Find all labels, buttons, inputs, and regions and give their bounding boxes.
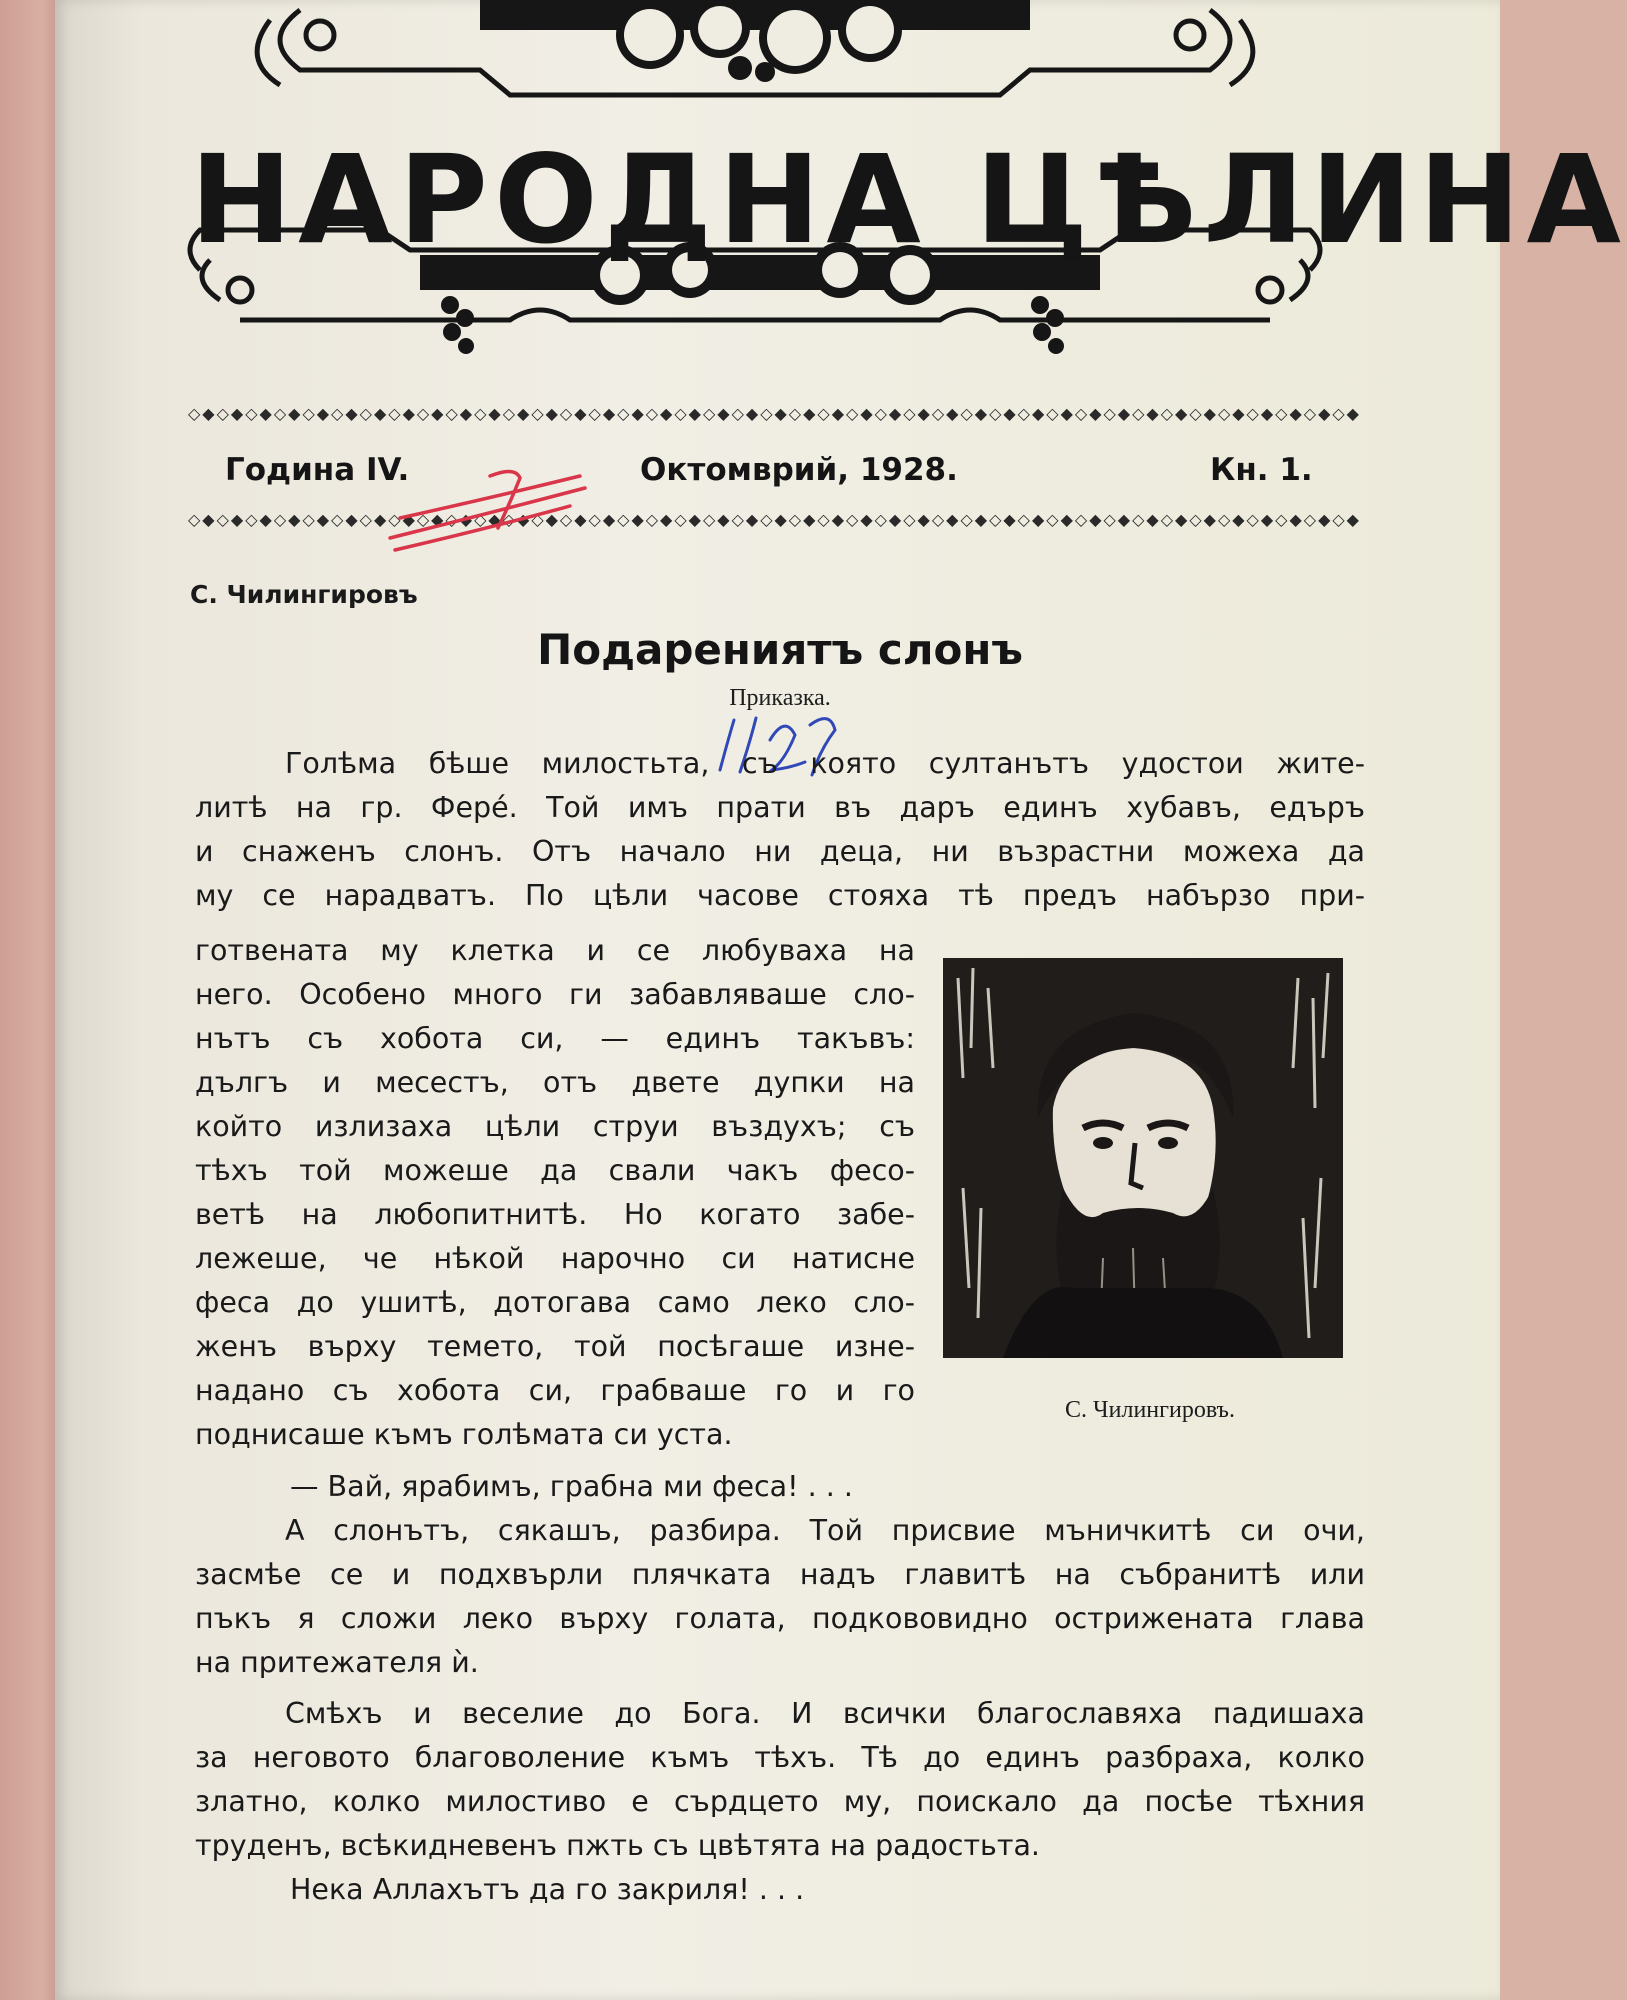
text-line: А слонътъ, сякашъ, разбира. Той присвие мъничкитѣ си очи, xyxy=(285,1514,1365,1547)
text-line: надано съ хобота си, грабваше го и го xyxy=(195,1374,915,1407)
text-line: му се нарадватъ. По цѣли часове стояха тѣ предъ набързо при- xyxy=(195,879,1365,912)
issue-date: Октомврий, 1928. xyxy=(640,452,958,488)
text-line: който излизаха цѣли струи въздухъ; съ xyxy=(195,1110,915,1143)
text-line: за неговото благоволение къмъ тѣхъ. Тѣ до единъ разбраха, колко xyxy=(195,1741,1365,1774)
text-line: труденъ, всѣкидневенъ пжть съ цвѣтята на радостьта. xyxy=(195,1829,1040,1862)
ornament-divider-bottom: ◇◆◇◆◇◆◇◆◇◆◇◆◇◆◇◆◇◆◇◆◇◆◇◆◇◆◇◆◇◆◇◆◇◆◇◆◇◆◇◆◇◆◇◆◇◆◇◆◇◆◇◆◇◆◇◆◇◆◇◆◇◆◇◆◇◆◇◆◇◆◇◆◇◆◇◆◇◆◇◆◇◆ xyxy=(188,510,1361,529)
article-subtitle: Приказка. xyxy=(729,685,831,711)
text-line: ветѣ на любопитнитѣ. Но когато забе- xyxy=(195,1198,915,1231)
text-line: лежеше, че нѣкой нарочно си натисне xyxy=(195,1242,915,1275)
issue-number: Кн. 1. xyxy=(1210,452,1313,488)
text-line: нътъ съ хобота си, — единъ такъвъ: xyxy=(195,1022,915,1055)
text-line: дългъ и месестъ, отъ двете дупки на xyxy=(195,1066,915,1099)
red-handwritten-mark xyxy=(370,458,600,558)
article-title: Подарениятъ слонъ xyxy=(537,625,1023,674)
text-line: тѣхъ той можеше да свали чакъ фесо- xyxy=(195,1154,915,1187)
text-line: златно, колко милостиво е сърдцето му, поискало да посѣе тѣхния xyxy=(195,1785,1365,1818)
text-line: него. Особено много ги забавляваше сло- xyxy=(195,978,915,1011)
text-line: и снаженъ слонъ. Отъ начало ни деца, ни възрастни можеха да xyxy=(195,835,1365,868)
text-line: Голѣма бѣше милостьта, съ която султанътъ удостои жите- xyxy=(285,747,1365,780)
author-portrait xyxy=(943,958,1343,1358)
text-line: женъ върху темето, той посѣгаше изне- xyxy=(195,1330,915,1363)
article-author: С. Чилингировъ xyxy=(190,580,418,609)
issue-year: Година IV. xyxy=(225,452,410,488)
text-line: засмѣе се и подхвърли плячката надъ главитѣ на събранитѣ или xyxy=(195,1558,1365,1591)
text-line: поднисаше къмъ голѣмата си уста. xyxy=(195,1418,733,1451)
text-line: готвената му клетка и се любуваха на xyxy=(195,934,915,967)
text-line: литѣ на гр. Фере́. Той имъ прати въ даръ единъ хубавъ, едъръ xyxy=(195,791,1365,824)
magazine-title: НАРОДНА ЦѢЛИНА xyxy=(190,129,1627,271)
portrait-caption: С. Чилингировъ. xyxy=(1065,1397,1235,1423)
text-line: Смѣхъ и веселие до Бога. И всички благославяха падишаха xyxy=(285,1697,1365,1730)
text-line: на притежателя ѝ. xyxy=(195,1646,479,1679)
text-line: феса до ушитѣ, дотогава само леко сло- xyxy=(195,1286,915,1319)
text-line: Нека Аллахътъ да го закриля! . . . xyxy=(290,1873,805,1906)
text-line: — Вай, ярабимъ, грабна ми феса! . . . xyxy=(290,1470,853,1503)
text-line: пъкъ я сложи леко върху голата, подкововидно острижената глава xyxy=(195,1602,1365,1635)
ornament-divider-top: ◇◆◇◆◇◆◇◆◇◆◇◆◇◆◇◆◇◆◇◆◇◆◇◆◇◆◇◆◇◆◇◆◇◆◇◆◇◆◇◆◇◆◇◆◇◆◇◆◇◆◇◆◇◆◇◆◇◆◇◆◇◆◇◆◇◆◇◆◇◆◇◆◇◆◇◆◇◆◇◆◇◆ xyxy=(188,404,1361,423)
